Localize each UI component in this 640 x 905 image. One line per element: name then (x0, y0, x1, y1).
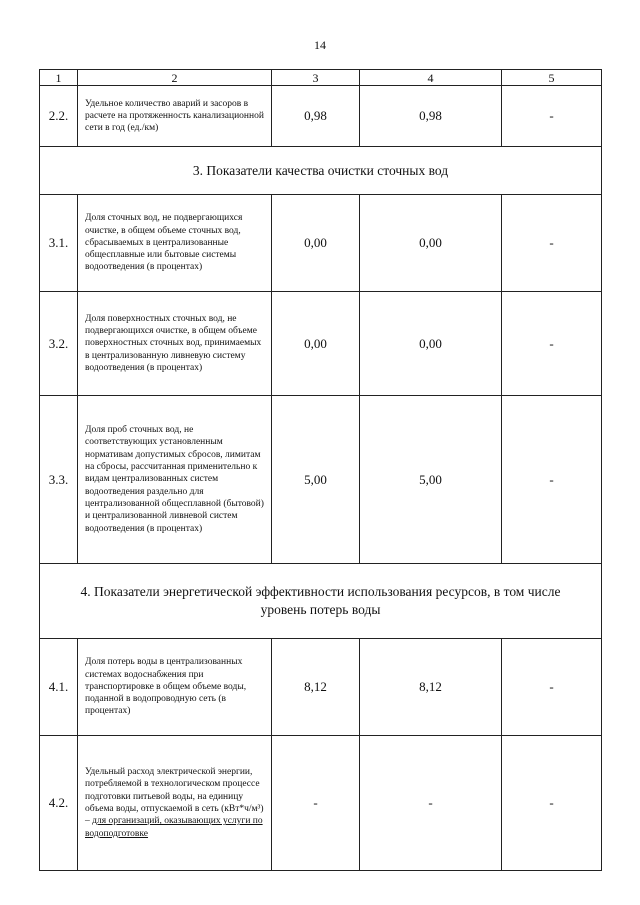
row-description: Доля сточных вод, не подвергающихся очистке, в общем объеме сточных вод, сбрасываемых в централизованные общесплавные или бытовые системы водоотведения (в процентах) (78, 195, 272, 292)
table-row (40, 736, 602, 871)
description-underlined-text: для организаций, оказывающих услуги по водоподготовке (85, 816, 263, 839)
table-row (40, 86, 602, 147)
row-number: 4.2. (40, 736, 78, 871)
indicators-table (39, 69, 602, 871)
row-description: Удельное количество аварий и засоров в расчете на протяженность канализационной сети в год (ед./км) (78, 86, 272, 147)
row-value-col5: - (502, 396, 602, 564)
row-description: Доля проб сточных вод, не соответствующих установленным нормативам допустимых сбросов, лимитам на сбросы, рассчитанная применительно к видам централизованных систем водоотведения раздельно для централизованной общесплавной (бытовой) и централизованной ливневой систем водоотведения (в процентах) (78, 396, 272, 564)
row-number: 3.2. (40, 292, 78, 396)
row-value-col5: - (502, 86, 602, 147)
row-value-col3: 0,00 (272, 195, 360, 292)
row-number: 3.3. (40, 396, 78, 564)
section-row (40, 147, 602, 195)
row-description: Доля поверхностных сточных вод, не подвергающихся очистке, в общем объеме поверхностных сточных вод, принимаемых в централизованную ливневую систему водоотведения (в процентах) (78, 292, 272, 396)
row-description: Доля потерь воды в централизованных системах водоснабжения при транспортировке в общем объеме воды, поданной в водопроводную сеть (в процентах) (78, 639, 272, 736)
row-value-col4: 0,00 (360, 292, 502, 396)
header-cell: 3 (272, 70, 360, 86)
row-value-col4: 0,98 (360, 86, 502, 147)
section-title: 4. Показатели энергетической эффективности использования ресурсов, в том числе уровень потерь воды (40, 564, 602, 639)
table-row (40, 396, 602, 564)
row-value-col4: 5,00 (360, 396, 502, 564)
row-value-col5: - (502, 195, 602, 292)
row-value-col3: 0,98 (272, 86, 360, 147)
page-number: 14 (314, 38, 326, 52)
row-value-col3: 8,12 (272, 639, 360, 736)
row-value-col3: - (272, 736, 360, 871)
header-cell: 2 (78, 70, 272, 86)
table-row (40, 292, 602, 396)
row-value-col5: - (502, 736, 602, 871)
row-value-col3: 0,00 (272, 292, 360, 396)
section-title: 3. Показатели качества очистки сточных вод (40, 147, 602, 195)
table-row (40, 195, 602, 292)
row-number: 4.1. (40, 639, 78, 736)
row-number: 2.2. (40, 86, 78, 147)
row-number: 3.1. (40, 195, 78, 292)
row-description (78, 736, 272, 871)
row-value-col3: 5,00 (272, 396, 360, 564)
header-cell: 1 (40, 70, 78, 86)
header-cell: 5 (502, 70, 602, 86)
table-row (40, 639, 602, 736)
row-value-col4: 0,00 (360, 195, 502, 292)
header-cell: 4 (360, 70, 502, 86)
description-text: Удельный расход электрической энергии, потребляемой в технологическом процессе подготовки питьевой воды, на единицу объема воды, отпускаемой в сеть (кВт*ч/м³) – (85, 767, 264, 827)
table-header-row (40, 70, 602, 86)
row-value-col5: - (502, 292, 602, 396)
row-value-col5: - (502, 639, 602, 736)
row-value-col4: 8,12 (360, 639, 502, 736)
section-row (40, 564, 602, 639)
row-value-col4: - (360, 736, 502, 871)
